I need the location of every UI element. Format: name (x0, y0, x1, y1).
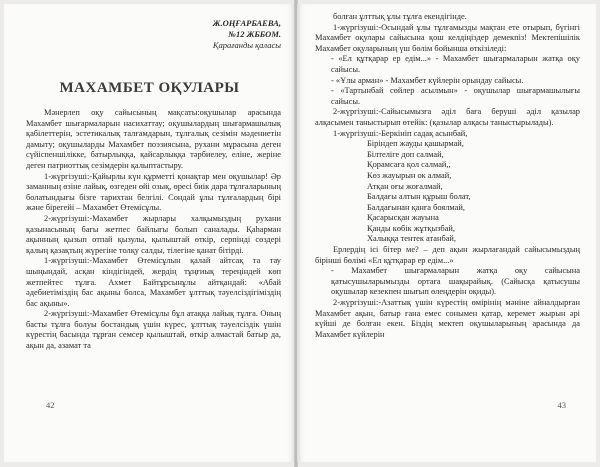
left-paragraph: 2-жүргізуші:-Махамбет Өтемісұлы бұл атаққа лайық тұлға. Оның басты тұлға болуы бостандық үшін күрес, ұлттық тәуелсіздік үшін күрестің басында тұрған семсер қылыштай, өткір алмастай батыр да, ақын да, азамат та (26, 309, 281, 351)
page-number-left: 42 (46, 400, 55, 410)
poem-line: Қанды көбік жұтқызбай, (367, 223, 455, 233)
left-paragraph: 1-жүргізуші:-Махамбет Өтемісұлын қалай айтсақ та тау шыңындай, асқан кіндігіндей, жердің тұңғиық тереңіндей көп жетпейтес тұлға. Ахмет Байтұрсынұлы айтқандай: «Абай әдебиетіміздің бас ақыны болса, Махамбет ұлттық тәуелсіздігіміздің бас ақыны». (26, 256, 281, 308)
poem-line: Балдағы алтын құрыш болат, (367, 192, 471, 202)
right-paragraph: 1-жүргізуші:-Осындай ұлы тұлғамызды мақтан ете отырып, бүгінгі Махамбет оқулары сайысына қош келдіңіздер демекпіз! Мектепішілік Махамбет оқуларының үш бөлім бойынша өткізіледі: (315, 22, 580, 53)
poem-line: Балдағынан қанға боялмай, (367, 202, 465, 212)
list-item: - «Ел құтқарар ер едім...» - Махамбет шығармаларын жатқа оқу сайысы. (331, 54, 580, 74)
list-item: - Махамбет шығармаларын жатқа оқу сайысына қатысушыларымызды ортаға шақырайық. (Сайысқа қатысушы оқушылар кезекпен шығып өлеңдерін оқиды). (331, 266, 580, 297)
left-paragraph: 1-жүргізуші:-Қайырлы күн құрметті қонақтар мен оқушылар! Әр заманның өзіне лайық, өзгеден өйі озық, өресі биік дара тұлғаларының болатындығы бізге тарихтан белгілі. Сондай ұлы тұлғалардың бірі және бірегейі – Махамбет Өтемісұлы. (26, 171, 281, 213)
author-school: №12 ЖББОМ. (228, 29, 281, 39)
poem-line: Көз жауырын ок алмай, (367, 170, 452, 180)
right-paragraph: болған ұлттық ұлы тұлға екендігінде. (333, 12, 467, 21)
list-item: - «Ұлы арман» - Махамбет күйлерін орындау сайысы. (331, 75, 524, 85)
poem-line: Қасарысқан жауына (367, 213, 439, 223)
left-page (4, 4, 295, 462)
poem-line: Қорамсаға қол салмай,, (367, 160, 451, 170)
article-title: МАХАМБЕТ ОҚУЛАРЫ (59, 80, 240, 96)
right-page (297, 4, 596, 462)
author-name: Ж.ОҢҒАРБАЕВА, (212, 18, 281, 28)
poem-line: Халыққа тентек атанбай, (367, 234, 457, 244)
left-paragraph: Мәнерлеп оқу сайысының мақсаты:оқушылар арасында Махамбет шығармаларын насихаттау; оқушылардың шығармашылық қабілеттерін, эстетикалық талғамдарын, тұлғалық сезімін мәдениетін дамыту; оқушыларды Махамбет поэзиясына, рухани мұрасына деген сүйіспеншілікке, батырлыққа, қайсарлыққа тәрбиелеу, еліне, жеріне деген патриоттық сезімдерін қалыптастыру. (26, 108, 281, 170)
left-paragraph: 2-жүргізуші:-Махамбет жырлары халқымыздың рухани қазынасының бағы жетпес байлығы болып саналады. Қаһарман ақынның қызып отпай қызулы, қылыштай өткір, серпінді сөздері қалың қазақтың жүрегіне толқу салды, тілегіне қанат бітірді. (26, 213, 281, 255)
author-block (213, 18, 281, 51)
right-page-body (315, 12, 580, 340)
page-number-right: 43 (557, 400, 566, 410)
poem-line: Атқан оғы жоғалмай, (367, 181, 443, 191)
right-paragraph: Ерлердің ісі бітер ме? – деп ақын жырлағандай сайысымыздың бірінші бөлімі «Ел құтқарар ер едім...» (315, 245, 580, 265)
left-page-body (26, 108, 281, 352)
poem-line: Біріндеп жауды қашырмай, (367, 139, 464, 149)
right-paragraph: 2-жүргізуші:-Сайысымызға әділ баға беруші әділ қазылар алқасымен таныстырып өтейік: (қазылар алқасы таныстырылады). (315, 107, 580, 127)
author-city: Қарағанды қаласы (212, 40, 281, 50)
right-paragraph: 1-жүргізуші:-Беркініп садақ асынбай, (333, 128, 468, 138)
list-item: - «Тартынбай сөйлер асылмын» - оқушылар шығармашылығы сайысы. (331, 86, 580, 106)
poem-line: Білтеліге доп салмай, (367, 149, 444, 159)
right-paragraph: 2-жүргізуші:-Азаттық үшін күрестің өмірінің мәнінe айналдырған Махамбет ақын, батыр ғана емес сонымен қатар, керемет жырын әрі күйші де болған екен. Біздің мектеп оқушыларының арасында да Махамбет күйлерін (315, 298, 580, 339)
